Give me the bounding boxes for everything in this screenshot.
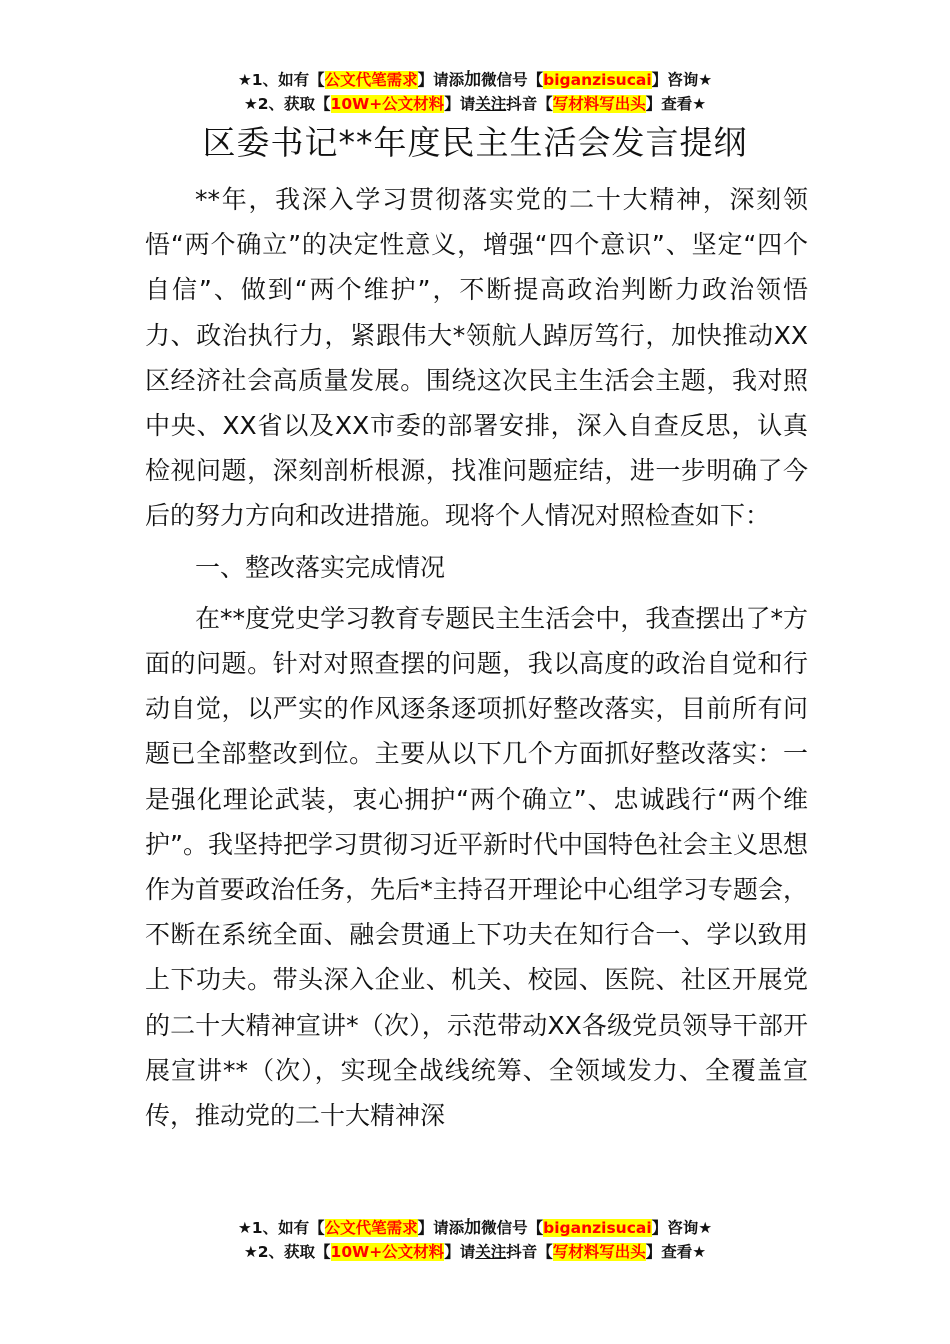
banner-line-2 (0, 1240, 950, 1264)
section-heading: 一、整改落实完成情况 (195, 552, 446, 582)
banner-line-1 (0, 1216, 950, 1240)
banner-text: 微信号【 (481, 71, 544, 89)
banner-text: 加 (464, 1218, 482, 1238)
banner-line-2 (0, 92, 950, 116)
banner-text: 加 (464, 70, 482, 90)
banner-highlight: 公文代笔需求 (324, 71, 418, 89)
banner-text: ★1、如有【 (237, 71, 325, 89)
banner-text: 抖音【 (506, 1243, 553, 1261)
banner-highlight: 10W+公文材料 (330, 95, 445, 113)
banner-text: 】咨询★ (651, 71, 713, 89)
document-body (145, 177, 808, 1138)
banner-line-1 (0, 68, 950, 92)
banner-text: 】查看★ (645, 1243, 707, 1261)
banner-text: 微信号【 (481, 1219, 544, 1237)
banner-highlight: 公文代笔需求 (324, 1219, 418, 1237)
banner-text: 】请 (444, 95, 476, 113)
paragraph-rectification: 在**度党史学习教育专题民主生活会中，我查摆出了*方面的问题。针对对照查摆的问题，我以高度的政治自觉和行动自觉，以严实的作风逐条逐项抓好整改落实，目前所有问题已全部整改到位。主要从以下几个方面抓好整改落实：一是强化理论武装，衷心拥护“两个确立”、忠诚践行“两个维护”。我坚持把学习贯彻习近平新时代中国特色社会主义思想作为首要政治任务，先后*主持召开理论中心组学习专题会，不断在系统全面、融会贯通上下功夫在知行合一、学以致用上下功夫。带头深入企业、机关、校园、医院、社区开展党的二十大精神宣讲*（次），示范带动XX各级党员领导干部开展宣讲**（次），实现全战线统筹、全领域发力、全覆盖宣传，推动党的二十大精神深 (145, 603, 808, 1131)
banner-text: ★1、如有【 (237, 1219, 325, 1237)
banner-text: 】请添 (417, 1219, 465, 1237)
document-title: 区委书记**年度民主生活会发言提纲 (202, 123, 748, 162)
banner-text: 】查看★ (645, 95, 707, 113)
banner-highlight: 写材料写出头 (552, 95, 646, 113)
header-banner (0, 68, 950, 116)
paragraph-intro: **年，我深入学习贯彻落实党的二十大精神，深刻领悟“两个确立”的决定性意义，增强“四个意识”、坚定“四个自信”、做到“两个维护”，不断提高政治判断力政治领悟力、政治执行力，紧跟伟大*领航人踔厉笃行，加快推动XX区经济社会高质量发展。围绕这次民主生活会主题，我对照中央、XX省以及XX市委的部署安排，深入自查反思，认真检视问题，深刻剖析根源，找准问题症结，进一步明确了今后的努力方向和改进措施。现将个人情况对照检查如下： (145, 185, 808, 531)
banner-text: ★2、获取【 (243, 95, 331, 113)
footer-banner (0, 1216, 950, 1264)
banner-text: 】咨询★ (651, 1219, 713, 1237)
banner-text: 关注 (475, 95, 507, 113)
banner-highlight: 写材料写出头 (552, 1243, 646, 1261)
banner-text: ★2、获取【 (243, 1243, 331, 1261)
banner-highlight: biganzisucai (543, 71, 652, 89)
banner-text: 】请 (444, 1243, 476, 1261)
banner-highlight: biganzisucai (543, 1219, 652, 1237)
banner-text: 】请添 (417, 71, 465, 89)
banner-text: 关注 (475, 1243, 507, 1261)
banner-highlight: 10W+公文材料 (330, 1243, 445, 1261)
banner-text: 抖音【 (506, 95, 553, 113)
